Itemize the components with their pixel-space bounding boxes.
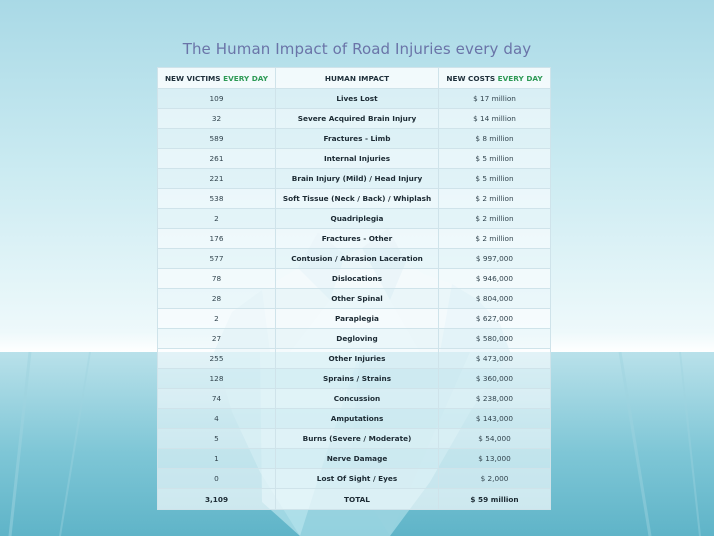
cost-cell: $ 238,000 (439, 389, 551, 409)
table-row (158, 429, 551, 449)
page-title: The Human Impact of Road Injuries every day (182, 40, 532, 58)
total-victims: 3,109 (158, 489, 276, 510)
cost-cell: $ 946,000 (439, 269, 551, 289)
impact-cell: Other Spinal (276, 289, 439, 309)
impact-cell: Burns (Severe / Moderate) (276, 429, 439, 449)
table-row (158, 349, 551, 369)
header-human-impact: HUMAN IMPACT (276, 68, 439, 89)
cost-cell: $ 997,000 (439, 249, 551, 269)
impact-cell: Concussion (276, 389, 439, 409)
header-new-costs (439, 68, 551, 89)
cost-cell: $ 14 million (439, 109, 551, 129)
victims-cell: 128 (158, 369, 276, 389)
cost-cell: $ 360,000 (439, 369, 551, 389)
cost-cell: $ 5 million (439, 149, 551, 169)
victims-cell: 28 (158, 289, 276, 309)
victims-cell: 27 (158, 329, 276, 349)
cost-cell: $ 2 million (439, 189, 551, 209)
impact-cell: Fractures - Other (276, 229, 439, 249)
table-row (158, 89, 551, 109)
table-header-row (158, 68, 551, 89)
impact-cell: Severe Acquired Brain Injury (276, 109, 439, 129)
table-row (158, 329, 551, 349)
cost-cell: $ 473,000 (439, 349, 551, 369)
impact-cell: Brain Injury (Mild) / Head Injury (276, 169, 439, 189)
impact-cell: Dislocations (276, 269, 439, 289)
table-row (158, 309, 551, 329)
table-row (158, 229, 551, 249)
impact-cell: Degloving (276, 329, 439, 349)
cost-cell: $ 5 million (439, 169, 551, 189)
header-victims-highlight: EVERY DAY (223, 73, 269, 83)
victims-cell: 78 (158, 269, 276, 289)
table-row (158, 289, 551, 309)
cost-cell: $ 804,000 (439, 289, 551, 309)
victims-cell: 5 (158, 429, 276, 449)
impact-cell: Other Injuries (276, 349, 439, 369)
victims-cell: 109 (158, 89, 276, 109)
impact-cell: Lost Of Sight / Eyes (276, 469, 439, 489)
total-cost: $ 59 million (439, 489, 551, 510)
victims-cell: 255 (158, 349, 276, 369)
impact-cell: Paraplegia (276, 309, 439, 329)
table-row (158, 389, 551, 409)
impact-cell: Nerve Damage (276, 449, 439, 469)
cost-cell: $ 580,000 (439, 329, 551, 349)
victims-cell: 261 (158, 149, 276, 169)
header-costs-prefix: NEW COSTS (446, 73, 498, 83)
victims-cell: 221 (158, 169, 276, 189)
cost-cell: $ 8 million (439, 129, 551, 149)
cost-cell: $ 13,000 (439, 449, 551, 469)
impact-cell: Soft Tissue (Neck / Back) / Whiplash (276, 189, 439, 209)
cost-cell: $ 2 million (439, 209, 551, 229)
cost-cell: $ 627,000 (439, 309, 551, 329)
table-row (158, 109, 551, 129)
impact-cell: Contusion / Abrasion Laceration (276, 249, 439, 269)
victims-cell: 0 (158, 469, 276, 489)
header-victims-prefix: NEW VICTIMS (164, 73, 224, 83)
impact-cell: Quadriplegia (276, 209, 439, 229)
impact-cell: Sprains / Strains (276, 369, 439, 389)
table-row (158, 409, 551, 429)
impact-cell: Fractures - Limb (276, 129, 439, 149)
victims-cell: 74 (158, 389, 276, 409)
victims-cell: 2 (158, 309, 276, 329)
table-row (158, 209, 551, 229)
victims-cell: 2 (158, 209, 276, 229)
impact-cell: Amputations (276, 409, 439, 429)
table-row (158, 149, 551, 169)
table-row (158, 189, 551, 209)
victims-cell: 32 (158, 109, 276, 129)
table-row (158, 469, 551, 489)
victims-cell: 1 (158, 449, 276, 469)
table-row (158, 269, 551, 289)
victims-cell: 577 (158, 249, 276, 269)
table-row (158, 369, 551, 389)
total-label: TOTAL (276, 489, 439, 510)
cost-cell: $ 2 million (439, 229, 551, 249)
cost-cell: $ 17 million (439, 89, 551, 109)
cost-cell: $ 2,000 (439, 469, 551, 489)
victims-cell: 176 (158, 229, 276, 249)
victims-cell: 4 (158, 409, 276, 429)
table-row (158, 129, 551, 149)
victims-cell: 538 (158, 189, 276, 209)
victims-cell: 589 (158, 129, 276, 149)
table-row (158, 449, 551, 469)
header-new-victims (158, 68, 276, 89)
road-injuries-table (157, 67, 551, 510)
impact-cell: Lives Lost (276, 89, 439, 109)
table-row (158, 169, 551, 189)
total-row (158, 489, 551, 510)
table-row (158, 249, 551, 269)
header-costs-highlight: EVERY DAY (497, 73, 543, 83)
cost-cell: $ 54,000 (439, 429, 551, 449)
impact-cell: Internal Injuries (276, 149, 439, 169)
cost-cell: $ 143,000 (439, 409, 551, 429)
